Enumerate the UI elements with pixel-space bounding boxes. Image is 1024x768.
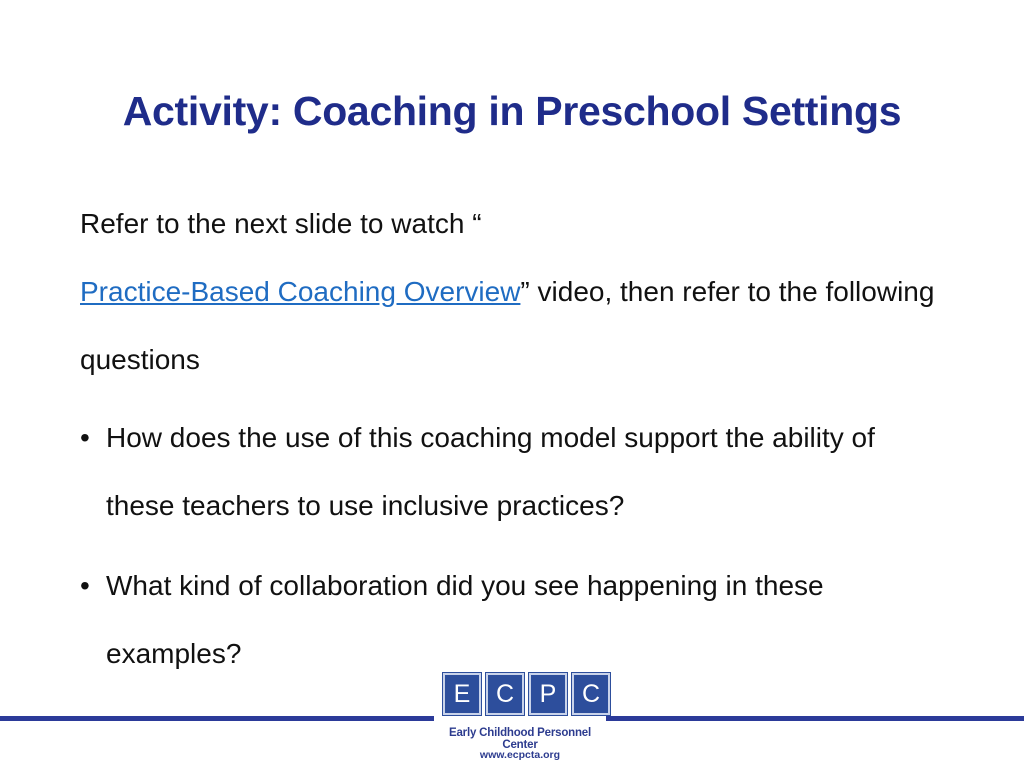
slide-title: Activity: Coaching in Preschool Settings: [122, 88, 902, 134]
logo-url: www.ecpcta.org: [479, 749, 561, 761]
question-text: How does the use of this coaching model support the ability of these teachers to use inclusive practices?: [106, 422, 875, 521]
video-link[interactable]: Practice-Based Coaching Overview: [80, 276, 521, 307]
ecpc-logo: [437, 671, 603, 768]
intro-text-after-link: ” video, then refer to the following questions: [80, 276, 935, 375]
footer-rule-left: [0, 716, 434, 721]
bullet-icon: •: [80, 422, 90, 453]
logo-tile: C: [486, 673, 524, 715]
question-text: What kind of collaboration did you see happening in these examples?: [106, 570, 824, 669]
logo-tile: P: [529, 673, 567, 715]
bullet-icon: •: [80, 570, 90, 601]
intro-text-before-link: Refer to the next slide to watch “: [80, 208, 482, 239]
list-item: [80, 404, 940, 540]
footer-rule-right: [606, 716, 1024, 721]
logo-tile: C: [572, 673, 610, 715]
list-item: [80, 552, 940, 688]
intro-paragraph: [80, 190, 940, 394]
logo-organization-name: Early Childhood Personnel Center: [449, 727, 591, 751]
question-list: [80, 404, 940, 700]
logo-tile: E: [443, 673, 481, 715]
logo-tiles: [443, 673, 610, 715]
